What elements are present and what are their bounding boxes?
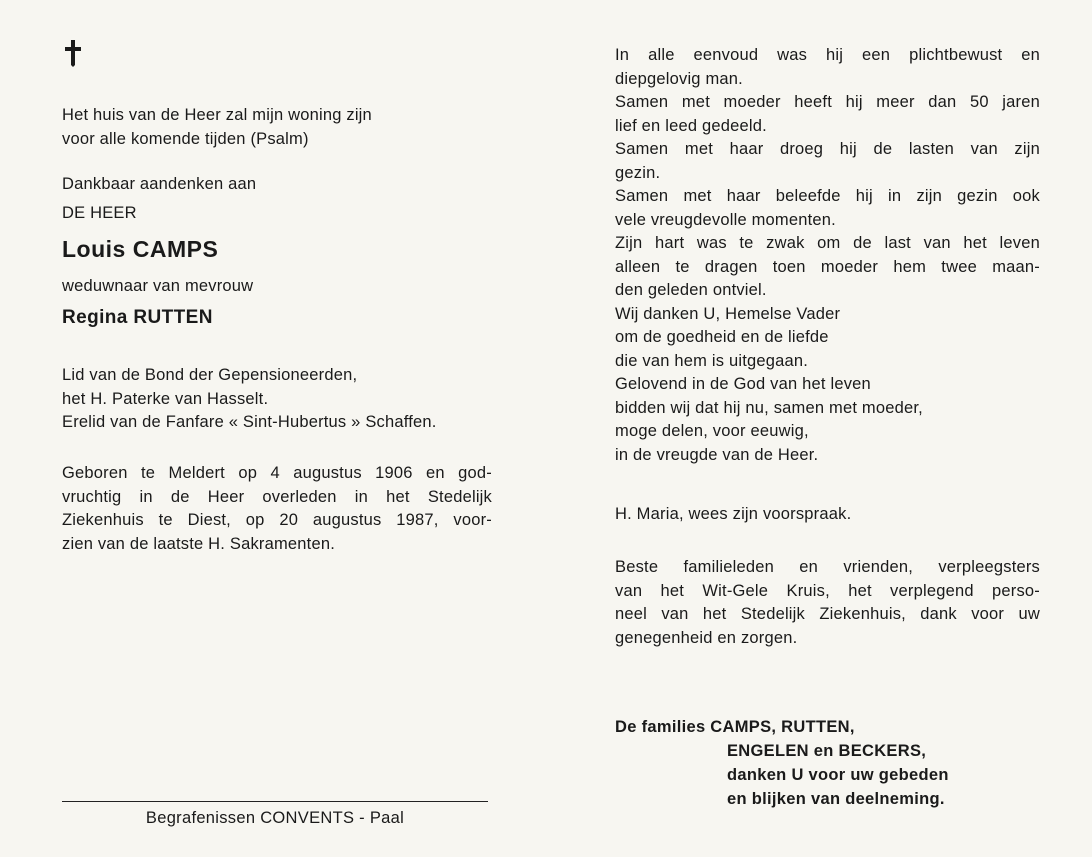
tribute-line: in de vreugde van de Heer.	[615, 445, 819, 464]
deceased-name: Louis CAMPS	[62, 236, 219, 262]
signature-line: ENGELEN en BECKERS,	[727, 742, 927, 760]
thanks-line: Beste familieleden en vrienden, verpleegsters	[615, 558, 1040, 576]
memberships	[62, 364, 492, 435]
tribute-line: gezin.	[615, 163, 661, 182]
remembrance-text: Dankbaar aandenken aan	[62, 175, 257, 193]
footer-divider	[62, 801, 488, 802]
tribute-line: Samen met haar droeg hij de lasten van zijn	[615, 140, 1040, 158]
tribute-line: om de goedheid en de liefde	[615, 328, 829, 346]
thanks-line: neel van het Stedelijk Ziekenhuis, dank voor uw	[615, 605, 1040, 623]
tribute-line: diepgelovig man.	[615, 69, 743, 88]
tribute-line: alleen te dragen toen moeder hem twee maan-	[615, 257, 1040, 276]
biography-line: zien van de laatste H. Sakramenten.	[62, 534, 335, 553]
membership-line: Erelid van de Fanfare « Sint-Hubertus » Schaffen.	[62, 413, 437, 431]
tribute-line: lief en leed gedeeld.	[615, 116, 767, 135]
funeral-home-credit: Begrafenissen CONVENTS - Paal	[145, 809, 405, 827]
widower-text: weduwnaar van mevrouw	[62, 277, 254, 295]
tribute-line: Gelovend in de God van het leven	[615, 375, 871, 393]
signature-line: en blijken van deelneming.	[727, 790, 945, 808]
tribute-line: vele vreugdevolle momenten.	[615, 210, 836, 229]
biography-line: Ziekenhuis te Diest, op 20 augustus 1987, voor-	[62, 511, 492, 529]
tribute-line: In alle eenvoud was hij een plichtbewust en	[615, 46, 1040, 64]
membership-line: het H. Paterke van Hasselt.	[62, 389, 269, 408]
spouse-name: Regina RUTTEN	[62, 307, 213, 328]
psalm-line: voor alle komende tijden (Psalm)	[62, 129, 309, 148]
tribute-line: die van hem is uitgegaan.	[615, 351, 809, 370]
tribute-text	[615, 44, 1040, 467]
tribute-line: Wij danken U, Hemelse Vader	[615, 304, 841, 323]
tribute-line: Zijn hart was te zwak om de last van het leven	[615, 234, 1040, 252]
biography-line: Geboren te Meldert op 4 augustus 1906 en god-	[62, 464, 492, 482]
psalm-quote	[62, 104, 372, 151]
tribute-line: moge delen, voor eeuwig,	[615, 422, 809, 440]
tribute-line: Samen met moeder heeft hij meer dan 50 jaren	[615, 93, 1040, 111]
biography	[62, 462, 492, 556]
signature-line: danken U voor uw gebeden	[727, 766, 949, 784]
tribute-line: bidden wij dat hij nu, samen met moeder,	[615, 398, 923, 417]
thanks-text	[615, 556, 1040, 650]
thanks-line: genegenheid en zorgen.	[615, 628, 798, 647]
biography-line: vruchtig in de Heer overleden in het Stedelijk	[62, 487, 492, 506]
membership-line: Lid van de Bond der Gepensioneerden,	[62, 366, 358, 384]
thanks-line: van het Wit-Gele Kruis, het verplegend perso-	[615, 581, 1040, 600]
cross-icon	[62, 38, 84, 68]
tribute-line: Samen met haar beleefde hij in zijn gezin ook	[615, 187, 1040, 205]
signature-line: De families CAMPS, RUTTEN,	[615, 718, 855, 736]
psalm-line: Het huis van de Heer zal mijn woning zijn	[62, 106, 372, 124]
prayer-text: H. Maria, wees zijn voorspraak.	[615, 505, 852, 523]
title-text: DE HEER	[62, 204, 137, 222]
tribute-line: den geleden ontviel.	[615, 281, 767, 299]
